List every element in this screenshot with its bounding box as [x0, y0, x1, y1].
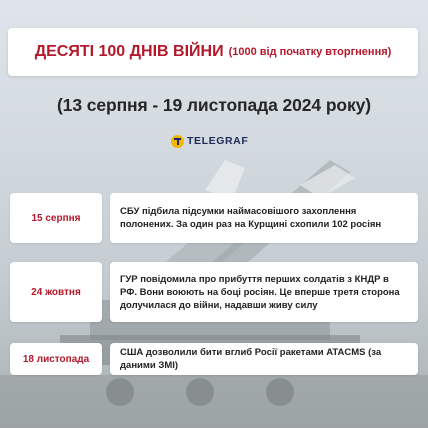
subtitle: (1000 від початку вторгнення) — [228, 46, 392, 58]
event-date: 24 жовтня — [10, 262, 102, 322]
event-row — [10, 193, 418, 243]
period-heading: (13 серпня - 19 листопада 2024 року) — [56, 95, 372, 115]
event-row — [10, 343, 418, 375]
event-text: США дозволили бити вглиб Росії ракетами ATACMS (за даними ЗМІ) — [120, 347, 382, 371]
logo-text: TELEGRAF — [187, 135, 249, 147]
telegraf-t-logo-icon — [171, 135, 184, 148]
telegraf-logo — [171, 133, 248, 149]
event-text-card — [110, 193, 418, 243]
event-date: 18 листопада — [10, 343, 102, 375]
event-date: 15 серпня — [10, 193, 102, 243]
event-text: ГУР повідомила про прибуття перших солдатів з КНДР в РФ. Вони воюють на боці росіян. Це вперше третя сторона долучилася до війни, надавши живу силу — [120, 273, 400, 311]
title-banner — [8, 28, 418, 76]
event-text-card — [110, 343, 418, 375]
event-text-card — [110, 262, 418, 322]
event-row — [10, 262, 418, 322]
event-text: СБУ підбила підсумки наймасовішого захоплення полонених. За один раз на Курщині схопили 102 росіян — [120, 206, 382, 230]
title: ДЕСЯТІ 100 ДНІВ ВІЙНИ — [34, 43, 224, 60]
